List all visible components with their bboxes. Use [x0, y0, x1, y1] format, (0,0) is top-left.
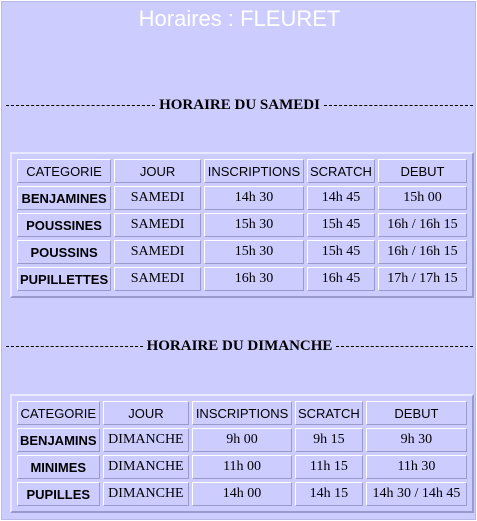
- column-header: DEBUT: [366, 401, 467, 425]
- column-header: JOUR: [103, 401, 190, 425]
- start-cell: 16h / 16h 15: [378, 240, 467, 264]
- column-header: INSCRIPTIONS: [204, 159, 304, 183]
- page-title: Horaires : FLEURET: [138, 6, 341, 31]
- scratch-cell: 14h 45: [307, 186, 375, 210]
- heading-rule-right: [324, 105, 473, 106]
- saturday-heading: [2, 95, 477, 115]
- column-header: DEBUT: [378, 159, 467, 183]
- column-header: SCRATCH: [295, 401, 363, 425]
- start-cell: 17h / 17h 15: [378, 267, 467, 291]
- table-row: [17, 455, 467, 479]
- day-cell: DIMANCHE: [103, 428, 190, 452]
- scratch-cell: 11h 15: [295, 455, 363, 479]
- registration-cell: 15h 30: [204, 240, 304, 264]
- day-cell: SAMEDI: [114, 267, 201, 291]
- category-cell: PUPILLETTES: [17, 267, 111, 291]
- registration-cell: 9h 00: [192, 428, 292, 452]
- table-header-row: [17, 401, 467, 425]
- registration-cell: 16h 30: [204, 267, 304, 291]
- table-row: [17, 482, 467, 506]
- heading-rule-right: [336, 346, 473, 347]
- start-cell: 9h 30: [366, 428, 467, 452]
- table-row: [17, 213, 467, 237]
- start-cell: 14h 30 / 14h 45: [366, 482, 467, 506]
- table-row: [17, 240, 467, 264]
- start-cell: 11h 30: [366, 455, 467, 479]
- sunday-schedule-table: [10, 394, 474, 513]
- day-cell: DIMANCHE: [103, 482, 190, 506]
- table-header-row: [17, 159, 467, 183]
- saturday-heading-label: HORAIRE DU SAMEDI: [159, 96, 320, 113]
- table-row: [17, 186, 467, 210]
- page-frame: [1, 1, 476, 520]
- scratch-cell: 9h 15: [295, 428, 363, 452]
- heading-rule-left: [6, 105, 155, 106]
- column-header: CATEGORIE: [17, 159, 111, 183]
- registration-cell: 14h 30: [204, 186, 304, 210]
- table-row: [17, 267, 467, 291]
- heading-rule-left: [6, 346, 143, 347]
- registration-cell: 14h 00: [192, 482, 292, 506]
- registration-cell: 11h 00: [192, 455, 292, 479]
- day-cell: SAMEDI: [114, 240, 201, 264]
- day-cell: DIMANCHE: [103, 455, 190, 479]
- column-header: CATEGORIE: [17, 401, 100, 425]
- category-cell: MINIMES: [17, 455, 100, 479]
- saturday-schedule-table: [10, 152, 474, 298]
- scratch-cell: 15h 45: [307, 240, 375, 264]
- column-header: SCRATCH: [307, 159, 375, 183]
- start-cell: 16h / 16h 15: [378, 213, 467, 237]
- category-cell: POUSSINES: [17, 213, 111, 237]
- category-cell: BENJAMINS: [17, 428, 100, 452]
- start-cell: 15h 00: [378, 186, 467, 210]
- category-cell: BENJAMINES: [17, 186, 111, 210]
- column-header: INSCRIPTIONS: [192, 401, 292, 425]
- scratch-cell: 15h 45: [307, 213, 375, 237]
- category-cell: POUSSINS: [17, 240, 111, 264]
- day-cell: SAMEDI: [114, 213, 201, 237]
- sunday-heading: [2, 336, 477, 356]
- registration-cell: 15h 30: [204, 213, 304, 237]
- category-cell: PUPILLES: [17, 482, 100, 506]
- column-header: JOUR: [114, 159, 201, 183]
- scratch-cell: 14h 15: [295, 482, 363, 506]
- scratch-cell: 16h 45: [307, 267, 375, 291]
- day-cell: SAMEDI: [114, 186, 201, 210]
- table-row: [17, 428, 467, 452]
- sunday-heading-label: HORAIRE DU DIMANCHE: [146, 337, 333, 354]
